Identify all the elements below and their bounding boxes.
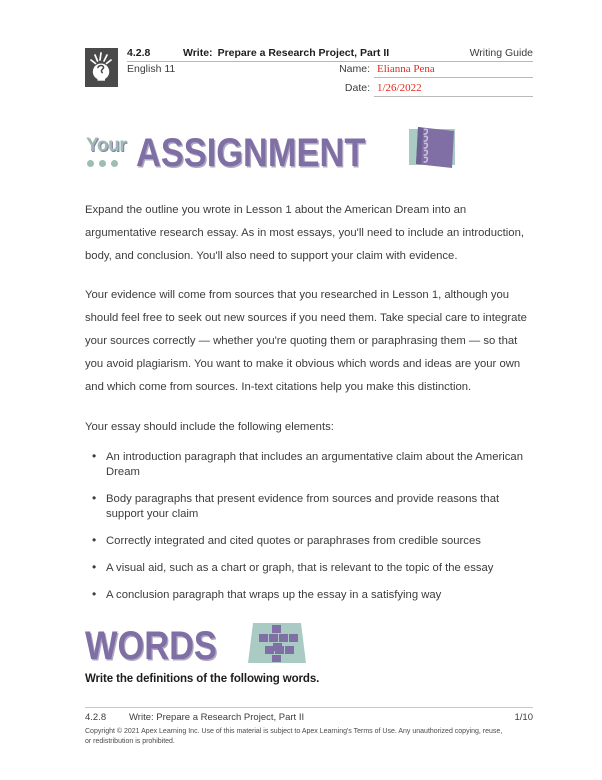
document-header — [85, 47, 533, 97]
list-item: • An introduction paragraph that includes an argumentative claim about the American Dream — [85, 450, 533, 480]
header-text-column — [118, 47, 533, 97]
elements-lead-in: Your essay should include the following elements: — [85, 421, 334, 434]
lesson-number: 4.2.8 — [127, 47, 151, 59]
list-item: • A visual aid, such as a chart or graph, that is relevant to the topic of the essay — [85, 561, 533, 576]
document-content — [85, 47, 533, 685]
essay-elements-list — [85, 450, 533, 603]
name-field-row — [325, 63, 533, 78]
crossword-puzzle-icon-wrap — [246, 621, 308, 665]
course-name: English 11 — [127, 63, 176, 76]
list-item: • Body paragraphs that present evidence from sources and provide reasons that support your claim — [85, 492, 533, 522]
list-item: • Correctly integrated and cited quotes or paraphrases from credible sources — [85, 534, 533, 549]
copyright-notice: Copyright © 2021 Apex Learning Inc. Use of this material is subject to Apex Learning's Terms of Use. Any unauthorized copying, reuse, or redistribution is prohibited. — [85, 728, 503, 745]
header-title-row — [127, 47, 533, 59]
footer-lesson-number: 4.2.8 — [85, 712, 107, 723]
assignment-banner-inner — [85, 125, 533, 176]
header-info-row — [127, 63, 533, 97]
student-fields — [325, 63, 533, 97]
apex-learning-logo — [85, 48, 118, 87]
your-word-group — [85, 129, 133, 173]
header-divider — [127, 61, 533, 62]
document-type: Writing Guide — [469, 47, 533, 59]
words-instruction: Write the definitions of the following words. — [85, 673, 320, 686]
document-title — [183, 47, 389, 59]
date-field-row — [325, 82, 533, 97]
assignment-banner — [85, 125, 533, 177]
footer-row — [85, 712, 533, 723]
lightbulb-brain-icon — [85, 48, 118, 87]
name-input[interactable]: Elianna Pena — [374, 63, 533, 78]
assignment-paragraph-1: Expand the outline you wrote in Lesson 1 about the American Dream into an argumentative research essay. As in most essays, you'll need to include an introduction, body, and conclusion. You'll also need to support your claim with evidence. — [85, 204, 524, 263]
name-label: Name: — [339, 63, 370, 76]
page-number: 1/10 — [514, 712, 533, 723]
date-label: Date: — [344, 82, 370, 95]
footer-divider — [85, 707, 533, 708]
list-item: • A conclusion paragraph that wraps up the essay in a satisfying way — [85, 588, 533, 603]
title-text: Prepare a Research Project, Part II — [217, 47, 390, 59]
spiral-notebook-icon-wrap — [407, 125, 461, 171]
document-footer — [85, 707, 533, 746]
banner-big-word: ASSIGNMENT — [136, 131, 366, 176]
date-input[interactable]: 1/26/2022 — [374, 82, 533, 97]
crossword-puzzle-icon — [246, 621, 308, 665]
words-banner — [85, 620, 533, 669]
spiral-notebook-icon — [407, 125, 461, 171]
banner-small-word: Your — [86, 135, 127, 157]
title-label: Write: — [183, 47, 213, 59]
header-top-row — [85, 47, 533, 97]
words-banner-word: WORDS — [85, 624, 217, 669]
assignment-paragraph-2: Your evidence will come from sources that you researched in Lesson 1, although you should feel free to seek out new sources if you need them. Take special care to integrate your sources correctly — whether you're quoting them or paraphrasing them — so that you avoid plagiarism. You want to make it obvious which words and ideas are your own and which come from sources. In-text citations help you make this distinction. — [85, 289, 527, 394]
footer-title: Write: Prepare a Research Project, Part II — [129, 712, 305, 723]
three-dots-icon — [87, 160, 118, 167]
